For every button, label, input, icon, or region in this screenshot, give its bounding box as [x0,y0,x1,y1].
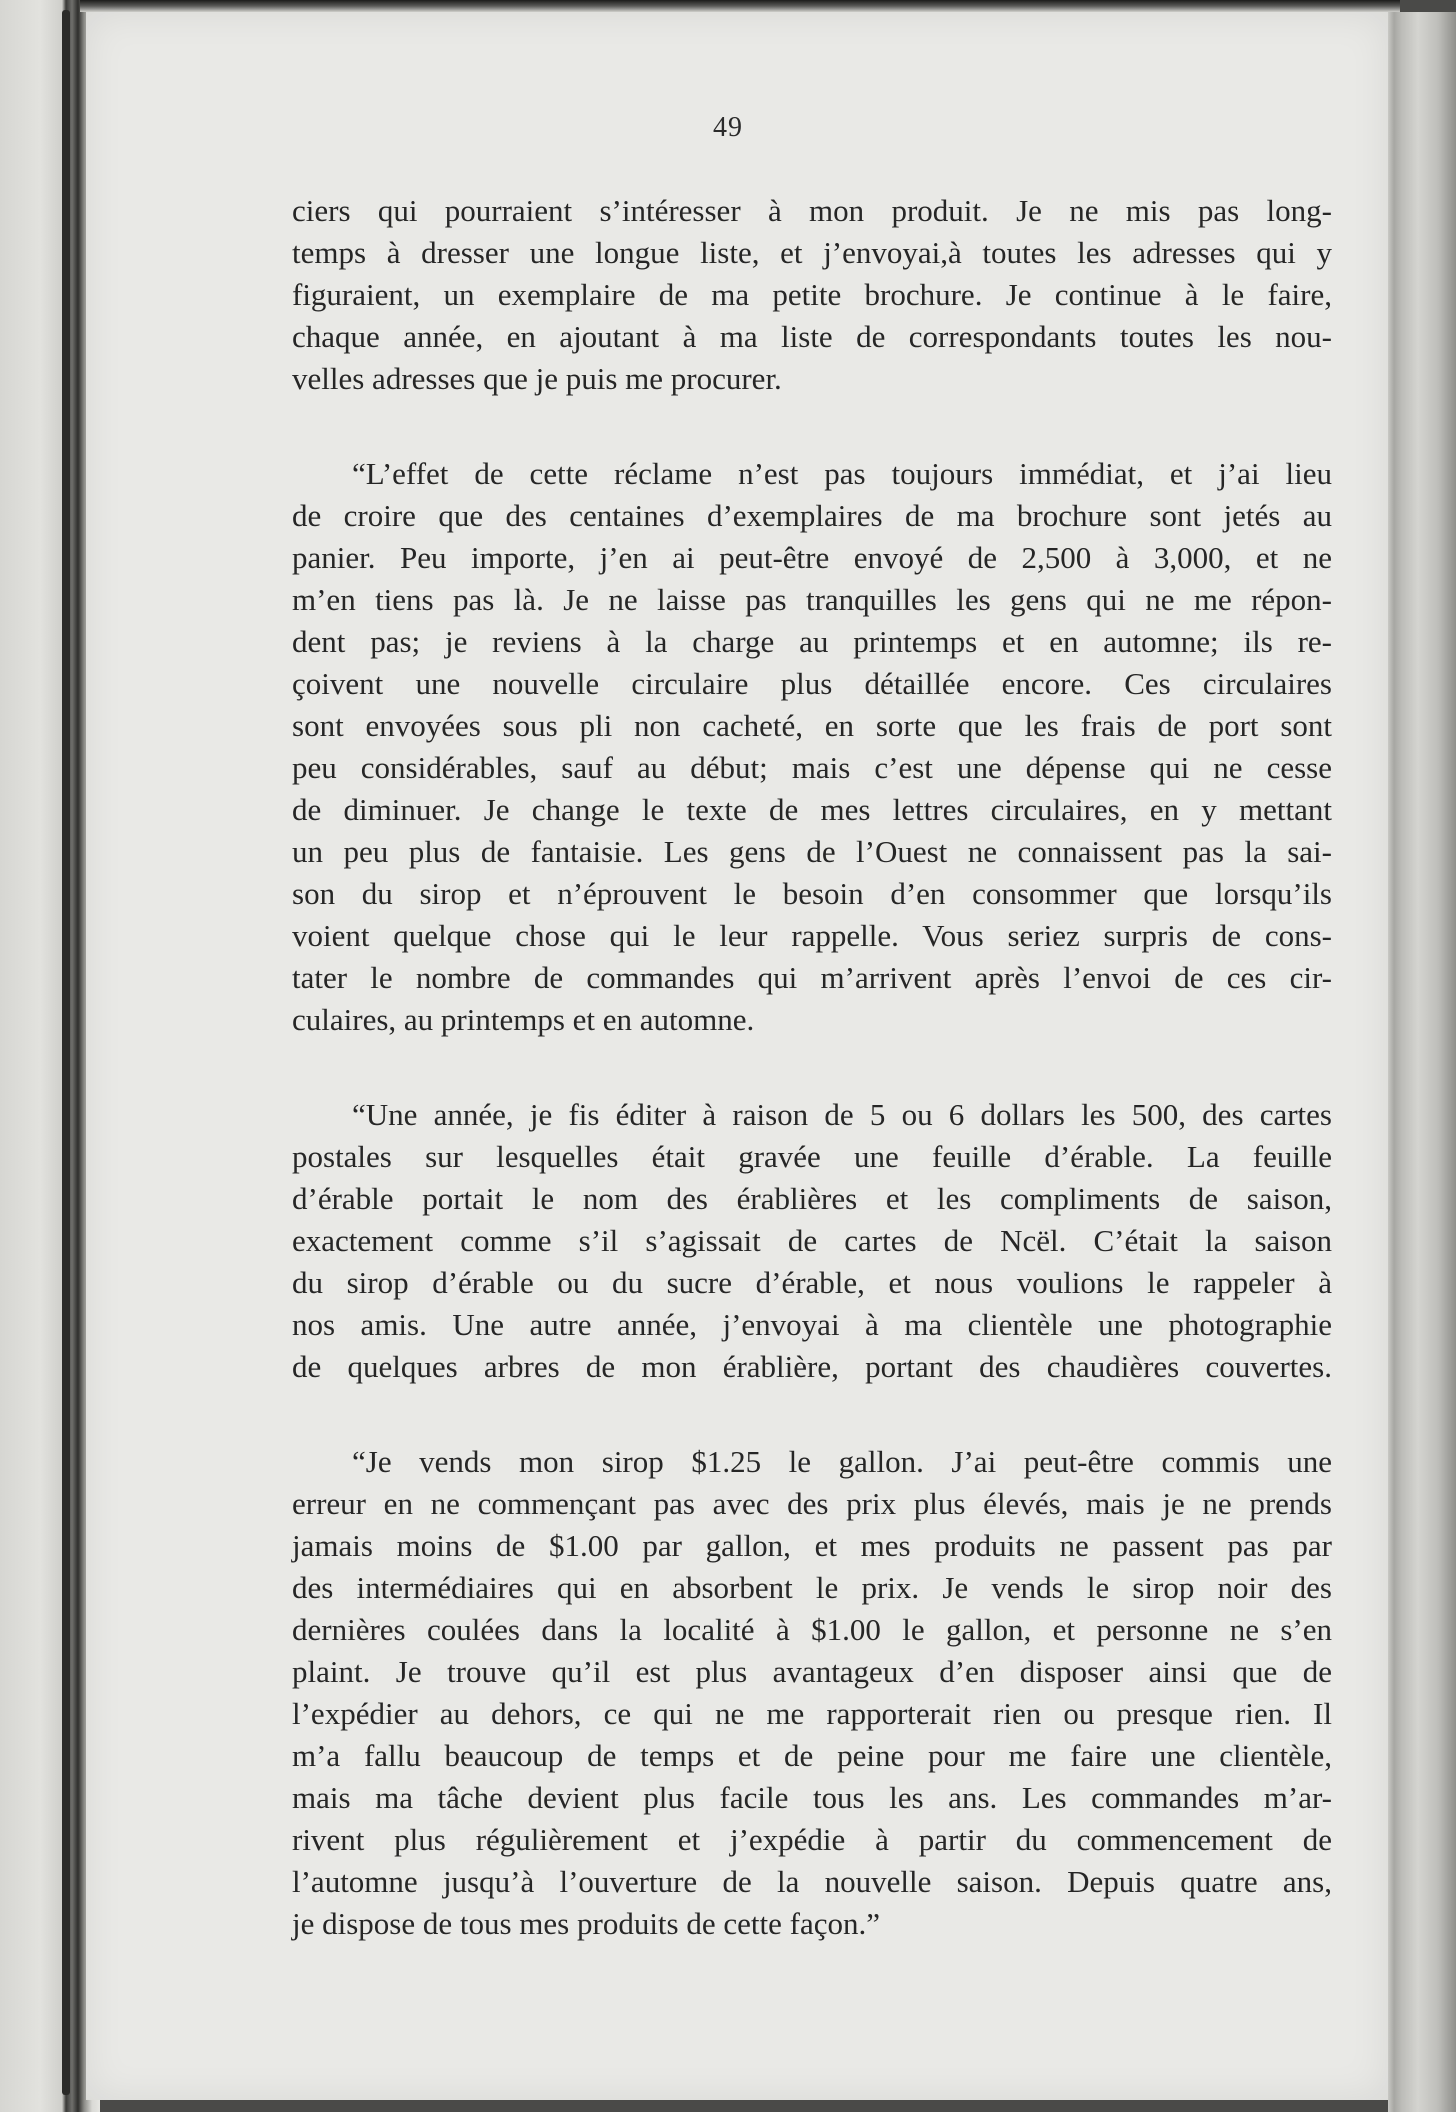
paragraph-2 [292,453,1332,1041]
text-line: m’a fallu beaucoup de temps et de peine pour me faire une clientèle, [292,1738,1332,1773]
text-line: sont envoyées sous pli non cacheté, en sorte que les frais de port sont [292,708,1332,743]
text-line: voient quelque chose qui le leur rappelle. Vous seriez surpris de cons- [292,918,1332,953]
text-line: jamais moins de $1.00 par gallon, et mes produits ne passent pas par [292,1528,1332,1563]
text-line: je dispose de tous mes produits de cette façon.” [292,1906,880,1941]
text-line: de diminuer. Je change le texte de mes lettres circulaires, en y mettant [292,792,1332,827]
paragraph-3 [292,1094,1332,1388]
text-line: du sirop d’érable ou du sucre d’érable, et nous voulions le rappeler à [292,1265,1332,1300]
page-body-text [292,190,1332,1998]
book-binding-edge [62,10,70,2095]
text-line: un peu plus de fantaisie. Les gens de l’Ouest ne connaissent pas la sai- [292,834,1332,869]
text-line: peu considérables, sauf au début; mais c’est une dépense qui ne cesse [292,750,1332,785]
text-line: des intermédiaires qui en absorbent le prix. Je vends le sirop noir des [292,1570,1332,1605]
text-line: d’érable portait le nom des érablières et les compliments de saison, [292,1181,1332,1216]
text-line: mais ma tâche devient plus facile tous les ans. Les commandes m’ar- [292,1780,1332,1815]
text-line: dernières coulées dans la localité à $1.00 le gallon, et personne ne s’en [292,1612,1332,1647]
text-line: m’en tiens pas là. Je ne laisse pas tranquilles les gens qui ne me répon- [292,582,1332,617]
text-line: dent pas; je reviens à la charge au printemps et en automne; ils re- [292,624,1332,659]
text-line: çoivent une nouvelle circulaire plus détaillée encore. Ces circulaires [292,666,1332,701]
text-line: postales sur lesquelles était gravée une feuille d’érable. La feuille [292,1139,1332,1174]
text-line: “L’effet de cette réclame n’est pas toujours immédiat, et j’ai lieu [352,456,1332,491]
text-line: culaires, au printemps et en automne. [292,1002,755,1037]
text-line: chaque année, en ajoutant à ma liste de correspondants toutes les nou- [292,319,1332,354]
page-edge-stack [1388,12,1456,2112]
text-line: l’automne jusqu’à l’ouverture de la nouvelle saison. Depuis quatre ans, [292,1864,1332,1899]
text-line: temps à dresser une longue liste, et j’envoyai,à toutes les adresses qui y [292,235,1332,270]
text-line: “Je vends mon sirop $1.25 le gallon. J’ai peut-être commis une [352,1444,1332,1479]
text-line: ciers qui pourraient s’intéresser à mon produit. Je ne mis pas long- [292,193,1332,228]
text-line: panier. Peu importe, j’en ai peut-être envoyé de 2,500 à 3,000, et ne [292,540,1332,575]
scan-top-edge [80,0,1400,12]
paragraph-4 [292,1441,1332,1945]
text-line: velles adresses que je puis me procurer. [292,361,782,396]
text-line: l’expédier au dehors, ce qui ne me rapporterait rien ou presque rien. Il [292,1696,1332,1731]
text-line: exactement comme s’il s’agissait de cartes de Ncël. C’était la saison [292,1223,1332,1258]
page-number: 49 [713,112,743,143]
text-line: son du sirop et n’éprouvent le besoin d’en consommer que lorsqu’ils [292,876,1332,911]
text-line: “Une année, je fis éditer à raison de 5 ou 6 dollars les 500, des cartes [352,1097,1332,1132]
text-line: plaint. Je trouve qu’il est plus avantageux d’en disposer ainsi que de [292,1654,1332,1689]
text-line: erreur en ne commençant pas avec des prix plus élevés, mais je ne prends [292,1486,1332,1521]
text-line: de quelques arbres de mon érablière, portant des chaudières couvertes. [292,1349,1332,1384]
text-line: rivent plus régulièrement et j’expédie à partir du commencement de [292,1822,1332,1857]
text-line: de croire que des centaines d’exemplaires de ma brochure sont jetés au [292,498,1332,533]
text-line: figuraient, un exemplaire de ma petite brochure. Je continue à le faire, [292,277,1332,312]
text-line: nos amis. Une autre année, j’envoyai à ma clientèle une photographie [292,1307,1332,1342]
text-line: tater le nombre de commandes qui m’arrivent après l’envoi de ces cir- [292,960,1332,995]
paragraph-1 [292,190,1332,400]
scan-left-margin [0,0,100,2112]
